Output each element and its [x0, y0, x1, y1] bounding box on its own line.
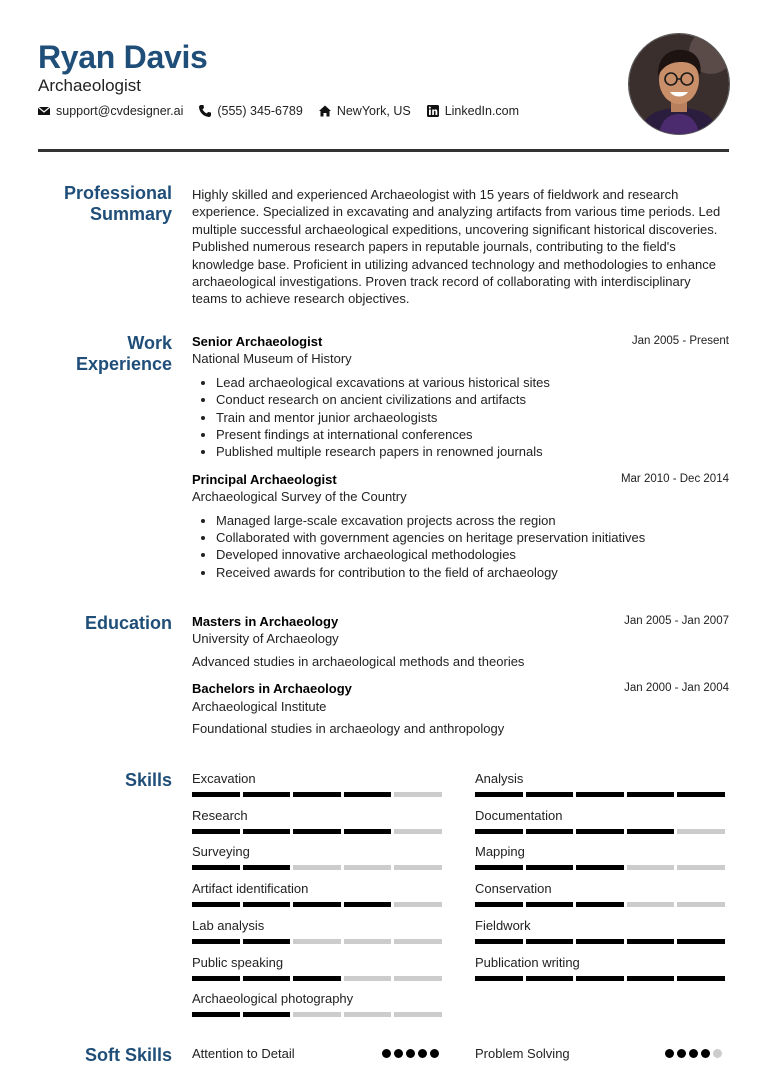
skill-level-segment	[293, 902, 341, 907]
skill-level-segment	[192, 939, 240, 944]
education-date: Jan 2005 - Jan 2007	[624, 615, 729, 627]
contact-linkedin-text: LinkedIn.com	[444, 104, 520, 118]
skill-label: Analysis	[475, 771, 524, 786]
skill-level-segment	[394, 865, 442, 870]
job-bullets	[192, 374, 729, 461]
rating-dot	[665, 1049, 674, 1058]
job-role: Principal Archaeologist	[192, 471, 337, 487]
job-entry	[192, 471, 729, 581]
skill-level-segment	[627, 939, 675, 944]
soft-skill-rating	[665, 1049, 725, 1066]
skill-level-bar	[475, 902, 728, 907]
skill-level-segment	[526, 976, 574, 981]
skill-level-segment	[192, 829, 240, 834]
skill-level-segment	[677, 829, 725, 834]
skill-level-bar	[192, 902, 445, 907]
soft-skill-label: Attention to Detail	[192, 1046, 295, 1061]
education-desc: Foundational studies in archaeology and anthropology	[192, 721, 505, 737]
skill-level-segment	[576, 976, 624, 981]
job-org: Archaeological Survey of the Country	[192, 489, 407, 505]
soft-skill-rating	[382, 1049, 442, 1066]
job-bullet: • Lead archaeological excavations at various historical sites	[216, 374, 729, 391]
rating-dot	[406, 1049, 415, 1058]
rating-dot	[382, 1049, 391, 1058]
education-desc: Advanced studies in archaeological methods and theories	[192, 653, 525, 669]
job-date: Mar 2010 - Dec 2014	[620, 472, 729, 485]
skills-section-title: Skills	[124, 770, 172, 790]
contact-email[interactable]	[38, 104, 183, 118]
skill-level-segment	[627, 865, 675, 870]
soft-skill-item	[475, 1046, 728, 1061]
skill-item	[192, 881, 445, 907]
skill-level-segment	[293, 829, 341, 834]
work-experience-list	[192, 333, 729, 581]
skill-level-segment	[243, 939, 291, 944]
profile-photo	[628, 33, 730, 135]
skill-level-segment	[677, 865, 725, 870]
rating-dot	[394, 1049, 403, 1058]
skill-level-bar	[475, 792, 728, 797]
skill-level-bar	[475, 976, 728, 981]
skill-level-segment	[192, 792, 240, 797]
skill-level-bar	[192, 865, 445, 870]
job-entry	[192, 333, 729, 461]
skill-level-segment	[243, 902, 291, 907]
skill-level-segment	[627, 829, 675, 834]
education-list	[192, 613, 729, 737]
phone-icon	[199, 105, 211, 117]
skill-level-segment	[394, 939, 442, 944]
rating-dot	[677, 1049, 686, 1058]
job-bullet: • Published multiple research papers in renowned journals	[216, 443, 729, 460]
skill-label: Excavation	[192, 771, 256, 786]
summary-section-title	[38, 183, 172, 225]
skill-level-segment	[576, 829, 624, 834]
contact-row	[38, 104, 519, 118]
candidate-name: Ryan Davis	[38, 39, 208, 75]
contact-location	[319, 104, 411, 118]
skill-label: Conservation	[475, 881, 552, 897]
skill-level-bar	[475, 865, 728, 870]
skill-level-segment	[192, 976, 240, 981]
skill-level-segment	[344, 976, 392, 981]
skill-item	[192, 771, 445, 797]
skill-level-segment	[344, 1012, 392, 1017]
skill-level-segment	[576, 902, 624, 907]
skill-item	[475, 918, 728, 944]
skill-level-segment	[475, 865, 523, 870]
skill-level-segment	[475, 902, 523, 907]
job-bullet: • Received awards for contribution to the field of archaeology	[216, 564, 729, 581]
skill-level-segment	[677, 792, 725, 797]
skill-item	[192, 808, 445, 834]
skill-level-segment	[576, 792, 624, 797]
degree: Masters in Archaeology	[192, 614, 339, 629]
contact-linkedin[interactable]	[427, 104, 519, 118]
skill-level-segment	[293, 865, 341, 870]
soft-skill-label: Problem Solving	[475, 1046, 570, 1061]
skill-item	[475, 808, 728, 834]
work-title-line-2: Experience	[75, 354, 172, 374]
soft-skills-section-title: Soft Skills	[84, 1045, 172, 1065]
contact-location-text: NewYork, US	[336, 104, 411, 118]
skill-item	[475, 955, 728, 981]
skill-label: Publication writing	[475, 954, 580, 970]
school: Archaeological Institute	[192, 698, 327, 714]
header-divider	[38, 149, 729, 152]
skill-level-segment	[344, 829, 392, 834]
skill-level-segment	[677, 939, 725, 944]
skill-item	[475, 881, 728, 907]
skill-level-bar	[192, 792, 445, 797]
skill-level-segment	[576, 939, 624, 944]
skill-level-segment	[394, 976, 442, 981]
skill-label: Archaeological photography	[192, 991, 354, 1007]
job-bullet: • Managed large-scale excavation projects across the region	[216, 512, 729, 529]
skill-level-segment	[344, 902, 392, 907]
job-bullet: • Conduct research on ancient civilizations and artifacts	[216, 391, 729, 408]
skill-level-bar	[475, 939, 728, 944]
skill-level-segment	[526, 902, 574, 907]
school: University of Archaeology	[192, 631, 339, 647]
skill-item	[192, 844, 445, 870]
education-date: Jan 2000 - Jan 2004	[624, 682, 729, 695]
skill-level-segment	[526, 829, 574, 834]
skill-label: Lab analysis	[192, 917, 265, 933]
rating-dot	[701, 1049, 710, 1058]
skill-level-segment	[243, 976, 291, 981]
skill-label: Fieldwork	[475, 917, 531, 933]
skill-level-bar	[475, 829, 728, 834]
education-section-title: Education	[84, 613, 172, 633]
skill-level-segment	[192, 902, 240, 907]
skill-level-bar	[192, 829, 445, 834]
skill-level-segment	[475, 829, 523, 834]
skill-level-bar	[192, 1012, 445, 1017]
skill-level-segment	[344, 939, 392, 944]
job-date: Jan 2005 - Present	[631, 335, 729, 347]
skill-level-segment	[243, 865, 291, 870]
skill-level-segment	[576, 865, 624, 870]
skill-level-segment	[243, 792, 291, 797]
job-bullets	[192, 512, 729, 582]
skill-level-segment	[293, 1012, 341, 1017]
contact-phone[interactable]	[199, 104, 302, 118]
skill-level-segment	[475, 939, 523, 944]
skill-label: Mapping	[475, 844, 525, 860]
soft-skill-item	[192, 1046, 445, 1061]
rating-dot	[689, 1049, 698, 1058]
skill-item	[475, 844, 728, 870]
envelope-icon	[38, 105, 50, 117]
skill-label: Artifact identification	[192, 881, 309, 897]
skill-label: Research	[192, 807, 248, 823]
summary-title-line-1: Professional	[63, 183, 172, 203]
skill-level-segment	[344, 792, 392, 797]
job-org: National Museum of History	[192, 351, 352, 367]
skill-level-segment	[394, 829, 442, 834]
skill-level-segment	[293, 792, 341, 797]
home-icon	[319, 105, 331, 117]
job-bullet: • Developed innovative archaeological methodologies	[216, 546, 729, 563]
candidate-title: Archaeologist	[38, 76, 142, 95]
skill-level-segment	[475, 976, 523, 981]
summary-title-line-2: Summary	[89, 204, 172, 224]
job-bullet: • Train and mentor junior archaeologists	[216, 409, 729, 426]
linkedin-icon	[427, 105, 439, 117]
education-entry	[192, 613, 729, 670]
skill-level-segment	[192, 1012, 240, 1017]
skill-level-bar	[192, 976, 445, 981]
skill-level-segment	[394, 792, 442, 797]
skill-level-segment	[192, 865, 240, 870]
skill-item	[192, 955, 445, 981]
skill-level-segment	[394, 1012, 442, 1017]
rating-dot	[418, 1049, 427, 1058]
skill-label: Public speaking	[192, 954, 284, 970]
work-title-line-1: Work	[127, 333, 172, 353]
job-bullet: • Present findings at international conferences	[216, 426, 729, 443]
skill-item	[192, 991, 445, 1017]
degree: Bachelors in Archaeology	[192, 681, 352, 697]
contact-phone-text: (555) 345-6789	[217, 104, 303, 118]
skill-level-segment	[627, 902, 675, 907]
skill-level-segment	[627, 976, 675, 981]
skill-level-segment	[526, 792, 574, 797]
rating-dot	[430, 1049, 439, 1058]
skill-item	[475, 771, 728, 797]
job-role: Senior Archaeologist	[192, 334, 323, 349]
skill-level-segment	[243, 829, 291, 834]
skill-level-segment	[394, 902, 442, 907]
skill-label: Documentation	[475, 807, 563, 823]
summary-text: Highly skilled and experienced Archaeologist with 15 years of fieldwork and research experience. Specialized in excavating and analyzing artifacts from various time periods. Led multiple successful archaeological expeditions, uncovering significant historical discoveries. Published numerous research papers in reputable journals, contributing to the field's knowledge base. Proficient in utilizing advanced technology and methodologies to enhance archaeological investigations. Proven track record of collaborating with interdisciplinary teams to achieve research objectives.	[192, 187, 721, 307]
avatar	[629, 34, 729, 134]
skill-level-segment	[677, 902, 725, 907]
job-bullet: • Collaborated with government agencies on heritage preservation initiatives	[216, 529, 729, 546]
skill-level-segment	[243, 1012, 291, 1017]
skill-level-segment	[475, 792, 523, 797]
contact-email-text: support@cvdesigner.ai	[56, 104, 184, 118]
education-entry	[192, 680, 729, 737]
skill-level-segment	[677, 976, 725, 981]
work-section-title	[38, 333, 172, 375]
skill-level-segment	[526, 939, 574, 944]
skill-label: Surveying	[192, 844, 250, 860]
rating-dot	[713, 1049, 722, 1058]
skill-item	[192, 918, 445, 944]
skill-level-segment	[344, 865, 392, 870]
skill-level-segment	[627, 792, 675, 797]
skill-level-segment	[293, 976, 341, 981]
skill-level-segment	[293, 939, 341, 944]
skill-level-segment	[526, 865, 574, 870]
skill-level-bar	[192, 939, 445, 944]
